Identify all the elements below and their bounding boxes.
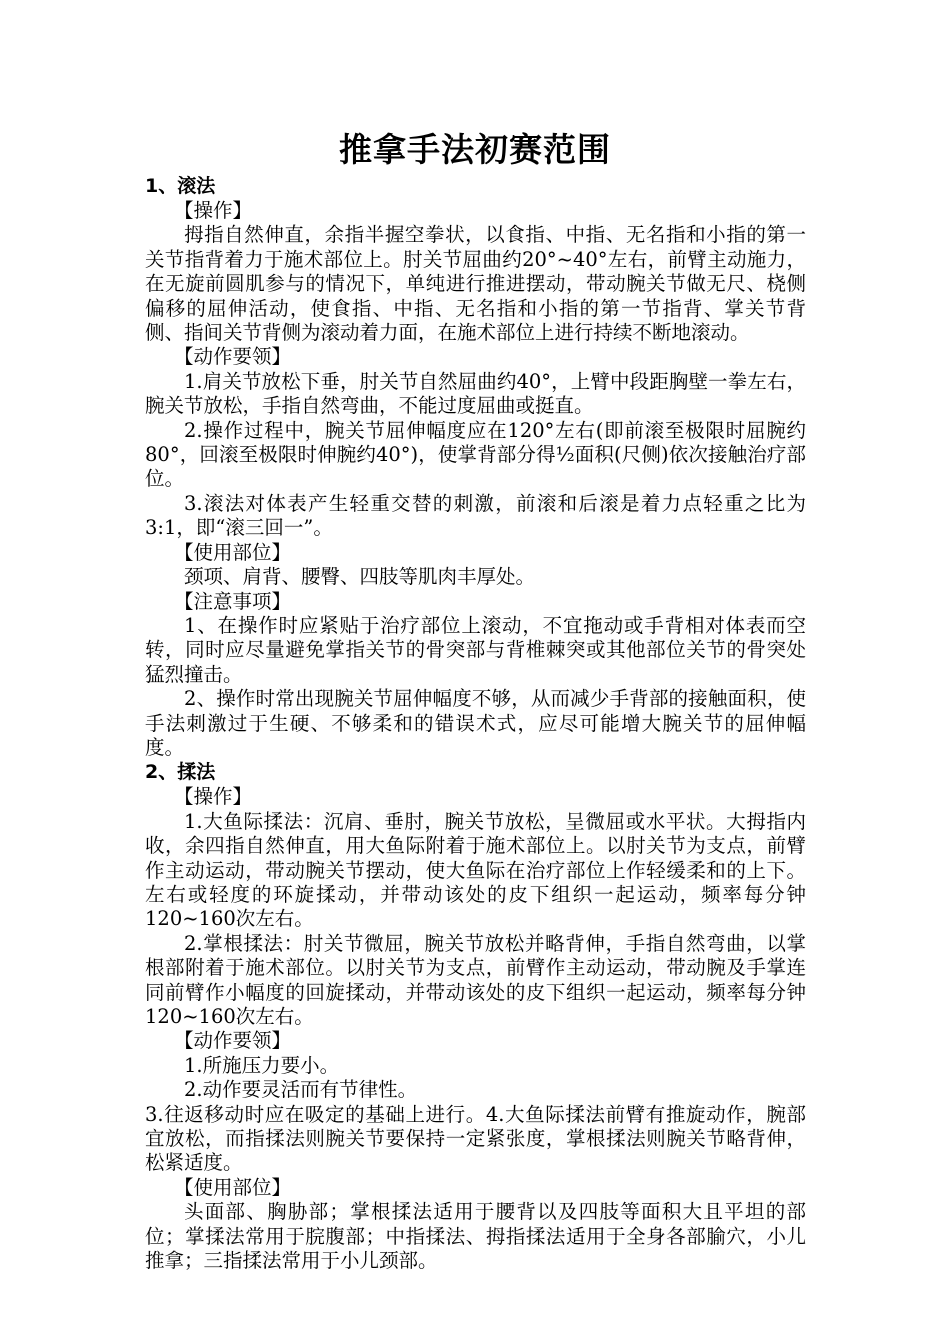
- notes-tag: 【注意事项】: [174, 589, 292, 613]
- key-point-1: 1.所施压力要小。: [184, 1053, 340, 1077]
- usage-tag: 【使用部位】: [174, 1175, 292, 1199]
- key-point-1: 1.肩关节放松下垂，肘关节自然屈曲约40°，上臂中段距胸壁一拳左右，腕关节放松，手指自然弯曲，不能过度屈曲或挺直。: [145, 369, 806, 418]
- key-point-3: 3.往返移动时应在吸定的基础上进行。4.大鱼际揉法前臂有推旋动作，腕部宜放松，而指揉法则腕关节要保持一定紧张度，掌根揉法则腕关节略背伸，松紧适度。: [145, 1102, 806, 1175]
- section-heading-roufa: 2、揉法: [145, 761, 216, 784]
- document-body: [145, 174, 806, 1273]
- key-point-2: 2.操作过程中，腕关节屈伸幅度应在120°左右(即前滚至极限时屈腕约80°，回滚至极限时伸腕约40°)，使掌背部分得½面积(尺侧)依次接触治疗部位。: [145, 418, 806, 491]
- operation-paragraph-1: 1.大鱼际揉法：沉肩、垂肘，腕关节放松，呈微屈或水平状。大拇指内收，余四指自然伸直，用大鱼际附着于施术部位上。以肘关节为支点，前臂作主动运动，带动腕关节摆动，使大鱼际在治疗部位上作轻缓柔和的上下。左右或轻度的环旋揉动，并带动该处的皮下组织一起运动，频率每分钟120~160次左右。: [145, 809, 806, 931]
- key-point-3: 3.滚法对体表产生轻重交替的刺激，前滚和后滚是着力点轻重之比为3:1，即“滚三回一”。: [145, 491, 806, 540]
- section-heading-gunfa: 1、滚法: [145, 175, 216, 197]
- operation-paragraph-2: 2.掌根揉法：肘关节微屈，腕关节放松并略背伸，手指自然弯曲，以掌根部附着于施术部位。以肘关节为支点，前臂作主动运动，带动腕及手掌连同前臂作小幅度的回旋揉动，并带动该处的皮下组织一起运动，频率每分钟120~160次左右。: [145, 931, 806, 1028]
- note-1: 1、在操作时应紧贴于治疗部位上滚动，不宜拖动或手背相对体表而空转，同时应尽量避免掌指关节的骨突部与背椎棘突或其他部位关节的骨突处猛烈撞击。: [145, 613, 806, 686]
- usage-paragraph: 颈项、肩背、腰臀、四肢等肌肉丰厚处。: [184, 565, 536, 589]
- usage-paragraph: 头面部、胸胁部；掌根揉法适用于腰背以及四肢等面积大且平坦的部位；掌揉法常用于脘腹部；中指揉法、拇指揉法适用于全身各部腧穴，小儿推拿；三指揉法常用于小儿颈部。: [145, 1200, 806, 1273]
- key-points-tag: 【动作要领】: [174, 345, 292, 369]
- usage-tag: 【使用部位】: [174, 540, 292, 564]
- key-points-tag: 【动作要领】: [174, 1029, 292, 1053]
- document-title: 推拿手法初赛范围: [339, 130, 611, 169]
- operation-paragraph: 拇指自然伸直，余指半握空拳状，以食指、中指、无名指和小指的第一关节指背着力于施术部位上。肘关节屈曲约20°~40°左右，前臂主动施力，在无旋前圆肌参与的情况下，单纯进行推进摆动，带动腕关节做无尺、桡侧偏移的屈伸活动，使食指、中指、无名指和小指的第一节指背、掌关节背侧、指间关节背侧为滚动着力面，在施术部位上进行持续不断地滚动。: [145, 223, 806, 345]
- operation-tag: 【操作】: [174, 785, 253, 809]
- key-point-2: 2.动作要灵活而有节律性。: [184, 1078, 418, 1102]
- operation-tag: 【操作】: [174, 199, 253, 222]
- note-2: 2、操作时常出现腕关节屈伸幅度不够，从而减少手背部的接触面积，使手法刺激过于生硬、不够柔和的错误术式，应尽可能增大腕关节的屈伸幅度。: [145, 687, 806, 759]
